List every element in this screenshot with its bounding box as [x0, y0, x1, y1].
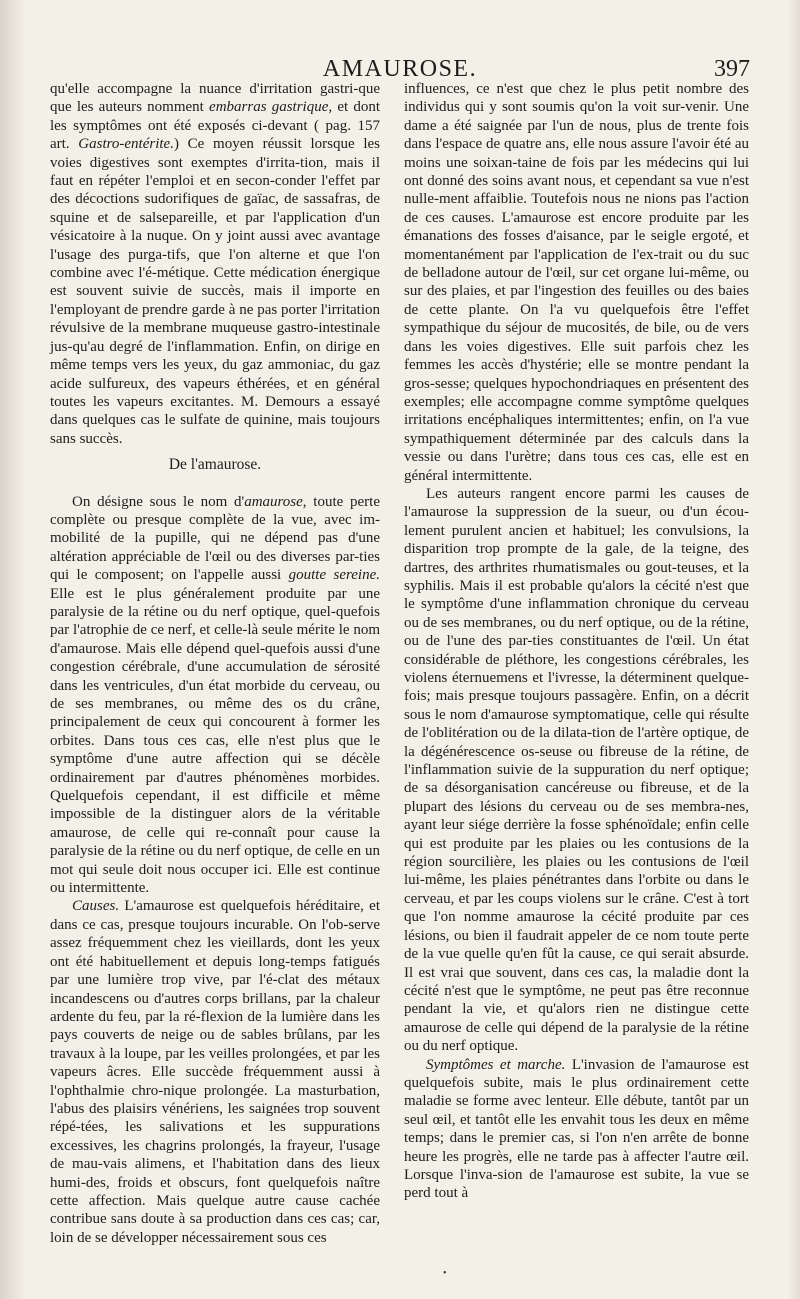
paragraph-other-causes: Les auteurs rangent encore parmi les causes de l'amaurose la suppression de la sueur, ou d'un écou-lement purulent ancien et habituel; les convulsions, la disparition trop prompte de la gale, de la teigne, des dartres, des arthrites rhumatismales ou gout-teuses, et la syphilis. Mais il est probable qu'alors la cécité n'est que le symptôme d'une inflammation chronique du cerveau ou de ses membranes, ou du nerf optique, ou de la rétine, ou de l'une des par-ties constituantes de l'œil. Un état considérable de pléthore, les congestions cérébrales, les violens éternuemens et l'ivresse, la déterminent quelque-fois; mais presque toujours passagère. Enfin, on a décrit sous le nom d'amaurose symptomatique, celle qui résulte de l'oblitération ou de la dilata-tion de l'artère optique, de la dégénérescence os-seuse ou fibreuse de la rétine, de l'inflammation suivie de la suppuration du nerf optique; de sa désorganisation cancéreuse ou fibreuse, et de la plupart des lésions du cerveau ou de ses membra-nes, ayant leur siége derrière la fosse sphénoïdale; enfin celle qui est produite par les plaies ou les contusions de la région sourcilière, les plaies ou les contusions de l'œil lui-même, les plaies pénétrantes dans l'orbite ou dans le cerveau, et par les coups violens sur le crâne. C'est à tort que l'on nomme amaurose la cécité produite par ces lésions, ou bien il faudrait appeler de ce nom toute perte de la vue quelle qu'en fût la cause, ce qui serait absurde. Il est vrai que souvent, dans ces cas, la maladie dont la cécité n'est que le symptôme, ne peut pas être reconnue pendant la vie, et qu'alors rien ne distingue cette amaurose de celle qui dépend de la paralysie de la rétine ou du nerf optique. [404, 485, 749, 1055]
page-number: 397 [714, 56, 750, 82]
paragraph-treatment: qu'elle accompagne la nuance d'irritation gastri-que que les auteurs nomment embarras gastrique, et dont les symptômes ont été exposés ci-devant ( pag. 157 art. Gastro-entérite.) Ce moyen réussit lorsque les voies digestives sont exemptes d'irrita-tion, mais il faut en répéter l'emploi et en secon-conder l'effet par des décoctions sudorifiques de gaïac, de sassafras, de squine et de salsepareille, et par l'application d'un vésicatoire à la nuque. On y joint aussi avec avantage l'usage des purga-tifs, que l'on alterne et que l'on combine avec l'é-métique. Cette médication énergique est souvent suivie de succès, mais il importe en l'employant de prendre garde à ne pas porter l'irritation révulsive de la membrane muqueuse gastro-intestinale jus-qu'au degré de l'inflammation. Enfin, on dirige en même temps vers les yeux, du gaz ammoniac, du gaz acide sulfureux, des vapeurs éthérées, et en général toutes les vapeurs excitantes. M. Demours a essayé dans quelques cas le sulfate de quinine, mais toujours sans succès. [50, 81, 380, 447]
section-heading: De l'amaurose. [168, 456, 262, 474]
term-amaurose: amaurose [244, 493, 303, 510]
paragraph-causes: Causes. L'amaurose est quelquefois héréditaire, et dans ce cas, presque toujours incurable. On l'ob-serve assez fréquemment chez les vieillards, dont les yeux ont été habituellement et depuis long-temps fatigués par une lumière trop vive, par l'é-clat des métaux incandescens ou d'autres corps brillans, par la chaleur ardente du feu, par la ré-flexion de la lumière dans les pays couverts de neige ou de sables brûlans, par les travaux à la loupe, par les veilles prolongées, et par les vapeurs âcres. Elle succède fréquemment aussi à l'ophthalmie chro-nique prolongée. La masturbation, l'abus des plaisirs vénériens, les saignées trop souvent répé-tées, les salivations et les suppurations excessives, les chagrins prolongés, la frayeur, l'usage de mau-vais alimens, et l'habitation dans des lieux humi-des, froids et obscurs, font quelquefois naître cette affection. Mais quelque autre cause cachée contribue sans doute à sa production dans ces cas; car, loin de se développer nécessairement sous ces [50, 898, 380, 1246]
paragraph-definition: On désigne sous le nom d'amaurose, toute perte complète ou presque complète de la vue, avec im-mobilité de la pupille, qui ne dépend pas d'une altération appréciable de l'œil ou des diverses par-ties qui le composent; on l'appelle aussi goutte sereine. Elle est le plus généralement produite par une paralysie de la rétine ou du nerf optique, quel-quefois par l'atrophie de ce nerf, et celle-là seule mérite le nom d'amaurose. Mais elle dépend quel-quefois aussi d'une congestion cérébrale, d'une accumulation de sérosité dans les ventricules, d'un état morbide du cerveau, ou de ses membranes, ou même des os du crâne, principalement de ceux qui concourent à former les orbites. Dans tous ces cas, elle n'est plus que le symptôme d'une autre affection qui se décèle ordinairement par d'autres phénomènes morbides. Quelquefois cependant, il est difficile et même impossible de la distinguer alors de la véritable amaurose, de celle qui re-connaît pour cause la paralysie de la rétine ou du nerf optique, de celle en un mot qui seule doit nous occuper ici. Elle est continue ou intermittente. [50, 493, 380, 897]
paragraph-causes-continued: influences, ce n'est que chez le plus petit nombre des individus qui y sont soumis qu'on la voit sur-venir. Une dame a été saignée par l'un de nous, plus de trente fois dans l'espace de quatre ans, elle nous assure l'avoir été au moins une soixan-taine de fois par les médecins qui lui ont donné des soins avant nous, et cependant sa vue n'est nulle-ment affaiblie. Toutefois nous ne nions pas l'action de ces causes. L'amaurose est encore produite par les émanations des fosses d'aisance, par le seigle ergoté, et momentanément par l'application de l'ex-trait ou du suc de belladone autour de l'œil, sur cet organe lui-même, ou sur des plaies, et par l'ingestion des feuilles ou des baies de cette plante. On l'a vu quelquefois être l'effet sympathique du séjour de mucosités, de bile, ou de vers dans les voies digestives. Elle suit parfois chez les femmes les accès d'hystérie; elle se montre pendant la gros-sesse; quelques hypochondriaques en présentent des exemples; elle accompagne comme symptôme quelques irritations encéphaliques intermittentes; enfin, on l'a vue sympathiquement déterminée par des calculs dans la vessie ou dans l'urètre; dans tous ces cas, elle est en général intermittente. [404, 81, 749, 484]
subheading-causes: Causes. [72, 898, 120, 915]
term-goutte-sereine: goutte sereine. [288, 567, 380, 584]
left-column [50, 80, 380, 1247]
binding-shadow [0, 0, 26, 1299]
subheading-symptomes: Symptômes et marche. [426, 1056, 566, 1073]
term-embarras-gastrique: embarras gastrique [209, 99, 329, 116]
term-gastro-enterite: Gastro-entérite. [78, 136, 174, 153]
running-title: AMAUROSE. [322, 56, 478, 82]
paragraph-symptoms: Symptômes et marche. L'invasion de l'amaurose est quelquefois subite, mais le plus ordinairement cette maladie se forme avec lenteur. Elle débute, tantôt par un seul œil, et tantôt elle les envahit tous les deux en même temps; dans le premier cas, si l'on n'en arrête de bonne heure les progrès, elle ne tarde pas à affecter l'autre œil. Lorsque l'inva-sion de l'amaurose est subite, la vue se perd tout à [404, 1056, 749, 1202]
right-column [404, 80, 749, 1203]
page-edge-shadow [788, 0, 800, 1299]
footer-ornament: • [443, 1268, 447, 1279]
